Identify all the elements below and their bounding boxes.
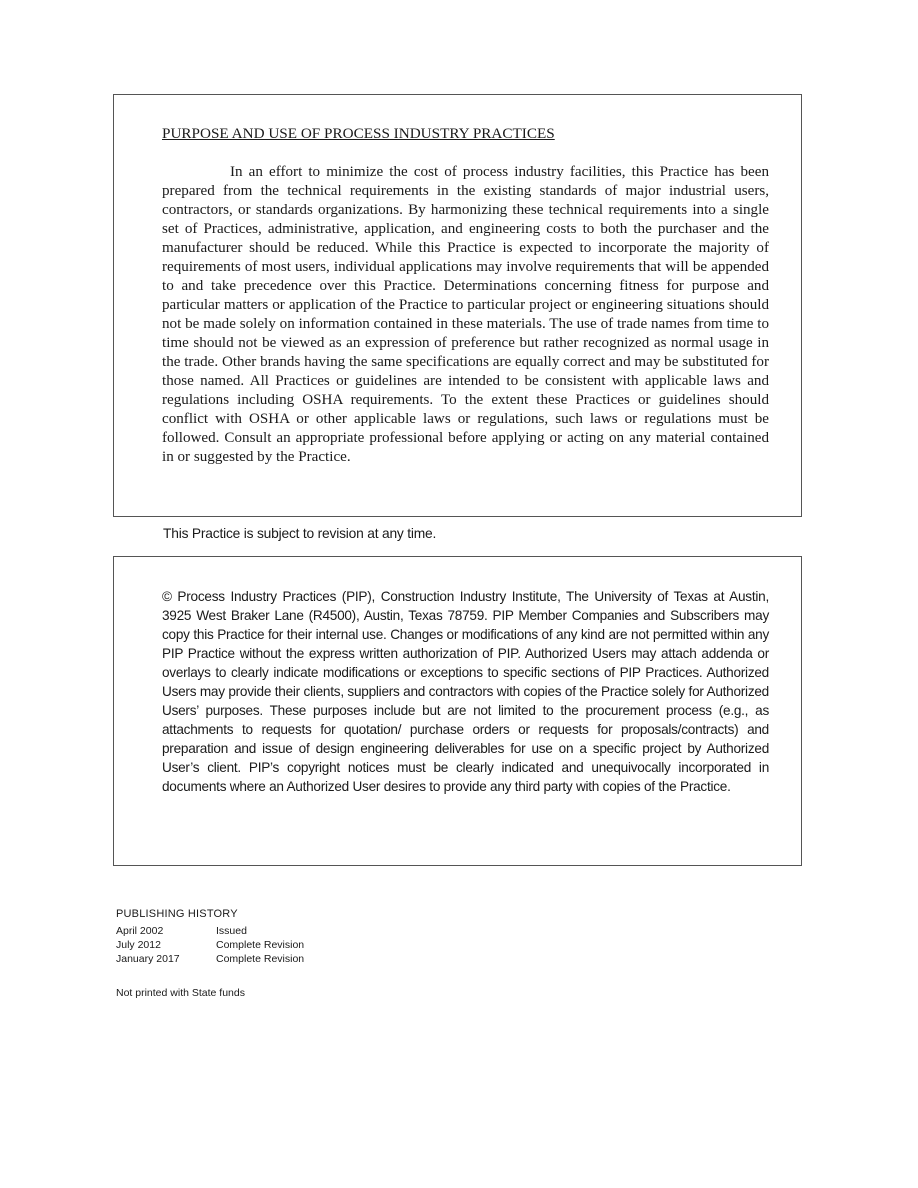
history-date: January 2017 bbox=[116, 953, 180, 965]
revision-note: This Practice is subject to revision at any time. bbox=[163, 526, 437, 541]
copyright-section-box bbox=[113, 556, 802, 866]
history-row bbox=[116, 952, 304, 966]
publishing-history bbox=[116, 908, 304, 966]
purpose-paragraph: In an effort to minimize the cost of process industry facilities, this Practice has been prepared from the technical requirements in the existing standards of major industrial users, contractors, or standards organizations. By harmonizing these technical requirements into a single set of Practices, administrative, application, and engineering costs to both the purchaser and the manufacturer should be reduced. While this Practice is expected to incorporate the majority of requirements of most users, individual applications may involve requirements that will be appended to and take precedence over this Practice. Determinations concerning fitness for purpose and particular matters or application of the Practice to particular project or engineering situations should not be made solely on information contained in these materials. The use of trade names from time to time should not be viewed as an expression of preference but rather recognized as normal usage in the trade. Other brands having the same specifications are equally correct and may be substituted for those named. All Practices or guidelines are intended to be consistent with applicable laws and regulations including OSHA requirements. To the extent these Practices or guidelines should conflict with OSHA or other applicable laws or regulations, such laws or regulations must be followed. Consult an appropriate professional before applying or acting on any material contained in or suggested by the Practice. bbox=[162, 164, 769, 465]
purpose-section-box bbox=[113, 94, 802, 517]
history-event: Issued bbox=[216, 925, 247, 937]
history-row bbox=[116, 938, 304, 952]
history-row bbox=[116, 924, 304, 938]
history-date: April 2002 bbox=[116, 925, 164, 937]
copyright-paragraph: © Process Industry Practices (PIP), Construction Industry Institute, The University of Texas at Austin, 3925 West Braker Lane (R4500), Austin, Texas 78759. PIP Member Companies and Subscribers may copy this Practice for their internal use. Changes or modifications of any kind are not permitted within any PIP Practice without the express written authorization of PIP. Authorized Users may attach addenda or overlays to clearly indicate modifications or exceptions to specific sections of PIP Practices. Authorized Users may provide their clients, suppliers and contractors with copies of the Practice solely for Authorized Users’ purposes. These purposes include but are not limited to the procurement process (e.g., as attachments to requests for quotation/ purchase orders or requests for proposals/contracts) and preparation and issue of design engineering deliverables for use on a specific project by Authorized User’s client. PIP’s copyright notices must be clearly indicated and unequivocally incorporated in documents where an Authorized User desires to provide any third party with copies of the Practice. bbox=[162, 589, 769, 794]
history-date: July 2012 bbox=[116, 939, 161, 951]
history-event: Complete Revision bbox=[216, 953, 305, 965]
purpose-heading: PURPOSE AND USE OF PROCESS INDUSTRY PRACTICES bbox=[162, 125, 555, 142]
state-funds-footnote: Not printed with State funds bbox=[116, 987, 245, 999]
publishing-history-title: PUBLISHING HISTORY bbox=[116, 908, 238, 920]
history-event: Complete Revision bbox=[216, 939, 305, 951]
